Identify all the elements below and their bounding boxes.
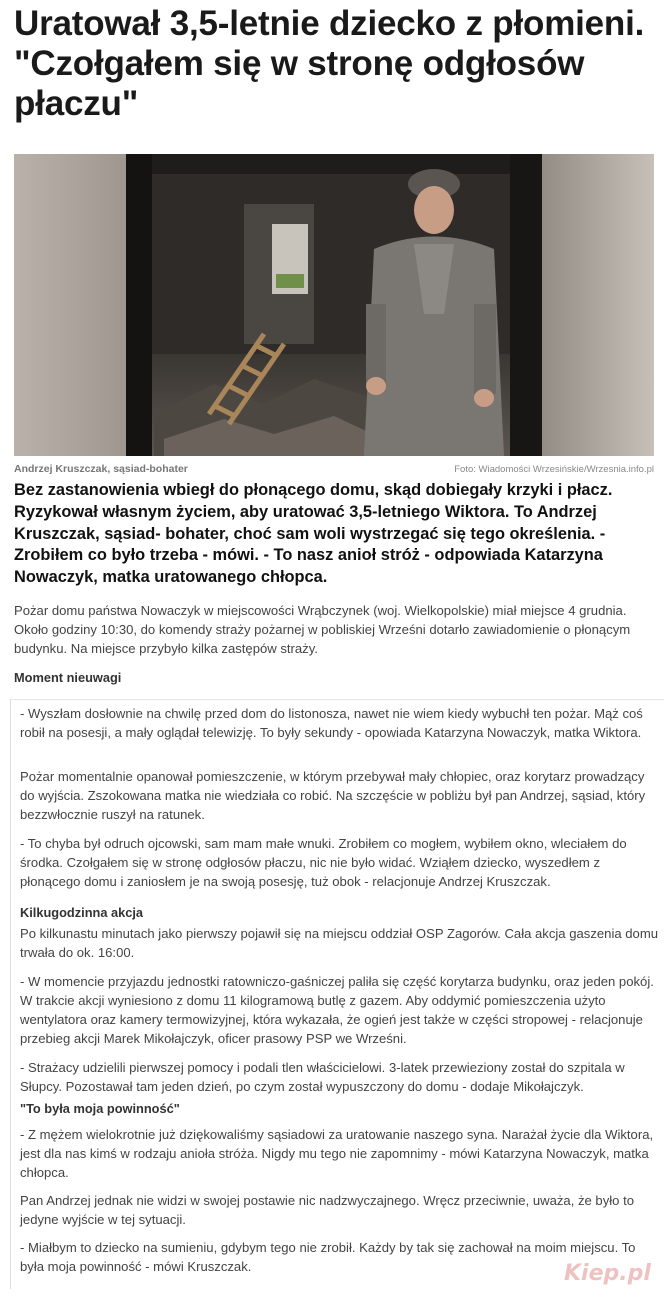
site-watermark: Kiep.pl	[564, 1261, 651, 1286]
article-intro: Pożar domu państwa Nowaczyk w miejscowości Wrąbczynek (woj. Wielkopolskie) miał miejsce 4 grudnia. Około godziny 10:30, do komendy straży pożarnej w pobliskiej Wrześni dotarło zawiadomienie o płonącym budynku. Na miejsce przybyło kilka zastępów straży.	[14, 603, 631, 656]
paragraph-7: - Z mężem wielokrotnie już dziękowaliśmy sąsiadowi za uratowanie naszego syna. Narażał życie dla Wiktora, jest dla nas kimś w rodzaju anioła stróża. Nigdy mu tego nie zapomnimy - mówi Katarzyna Nowaczyk, matka chłopca.	[20, 1127, 654, 1180]
article-photo	[14, 154, 654, 456]
burned-house-photo	[14, 154, 654, 456]
paragraph-1: - Wyszłam dosłownie na chwilę przed dom do listonosza, nawet nie wiem kiedy wybuchł ten pożar. Mąż coś robił na posesji, a mały oglądał telewizję. To były sekundy - opowiada Katarzyna Nowaczyk, matka Wiktora.	[20, 706, 643, 740]
paragraph-8: Pan Andrzej jednak nie widzi w swojej postawie nic nadzwyczajnego. Wręcz przeciwnie, uważa, że było to jedyne wyjście w tej sytuacji.	[20, 1193, 635, 1227]
paragraph-4: Po kilkunastu minutach jako pierwszy pojawił się na miejscu oddział OSP Zagorów. Cała akcja gaszenia domu trwała do ok. 16:00.	[20, 926, 659, 960]
section-heading-moment: Moment nieuwagi	[14, 670, 122, 685]
paragraph-2: Pożar momentalnie opanował pomieszczenie, w którym przebywał mały chłopiec, oraz korytarz prowadzący do wyjścia. Zszokowana matka nie wiedziała co robić. Na szczęście w pobliżu był pan Andrzej, sąsiad, który bezzwłocznie ruszył na ratunek.	[20, 769, 646, 822]
article-title: Uratował 3,5-letnie dziecko z płomieni. "Czołgałem się w stronę odgłosów płaczu"	[14, 4, 645, 123]
section-heading-akcja: Kilkugodzinna akcja	[20, 905, 144, 920]
paragraph-3: - To chyba był odruch ojcowski, sam mam małe wnuki. Zrobiłem co mogłem, wybiłem okno, wleciałem do środka. Czołgałem się w stronę odgłosów płaczu, nic nie było widać. Wziąłem dziecko, wyszedłem z płonącego domu i zaniosłem je na swoją posesję, tuż obok - relacjonuje Andrzej Kruszczak.	[20, 836, 627, 889]
photo-credit: Foto: Wiadomości Wrzesińskie/Wrzesnia.info.pl	[454, 464, 654, 475]
section-heading-powinnosc: "To była moja powinność"	[20, 1101, 180, 1116]
article-lead: Bez zastanowienia wbiegł do płonącego domu, skąd dobiegały krzyki i płacz. Ryzykował własnym życiem, aby uratować 3,5-letniego Wiktora. To Andrzej Kruszczak, sąsiad- bohater, choć sam woli wystrzegać się tego określenia. - Zrobiłem co było trzeba - mówi. - To nasz anioł stróż - odpowiada Katarzyna Nowaczyk, matka uratowanego chłopca.	[14, 481, 613, 587]
paragraph-9: - Miałbym to dziecko na sumieniu, gdybym tego nie zrobił. Każdy by tak się zachował na moim miejscu. To była moja powinność - mówi Kruszczak.	[20, 1240, 636, 1274]
paragraph-5: - W momencie przyjazdu jednostki ratowniczo-gaśniczej paliła się część korytarza budynku, oraz jeden pokój. W trakcie akcji wyniesiono z domu 11 kilogramową butlę z gazem. Aby oddymić pomieszczenia użyto wentylatora oraz kamery termowizyjnej, która wykazała, że ogień jest także w części stropowej - relacjonuje przebieg akcji Marek Mikołajczyk, oficer prasowy PSP we Wrześni.	[20, 974, 654, 1046]
photo-caption: Andrzej Kruszczak, sąsiad-bohater	[14, 463, 188, 475]
paragraph-6: - Strażacy udzielili pierwszej pomocy i podali tlen właścicielowi. 3-latek przewieziony został do szpitala w Słupcy. Pozostawał tam jeden dzień, po czym został wypuszczony do domu - dodaje Mikołajczyk.	[20, 1060, 625, 1094]
